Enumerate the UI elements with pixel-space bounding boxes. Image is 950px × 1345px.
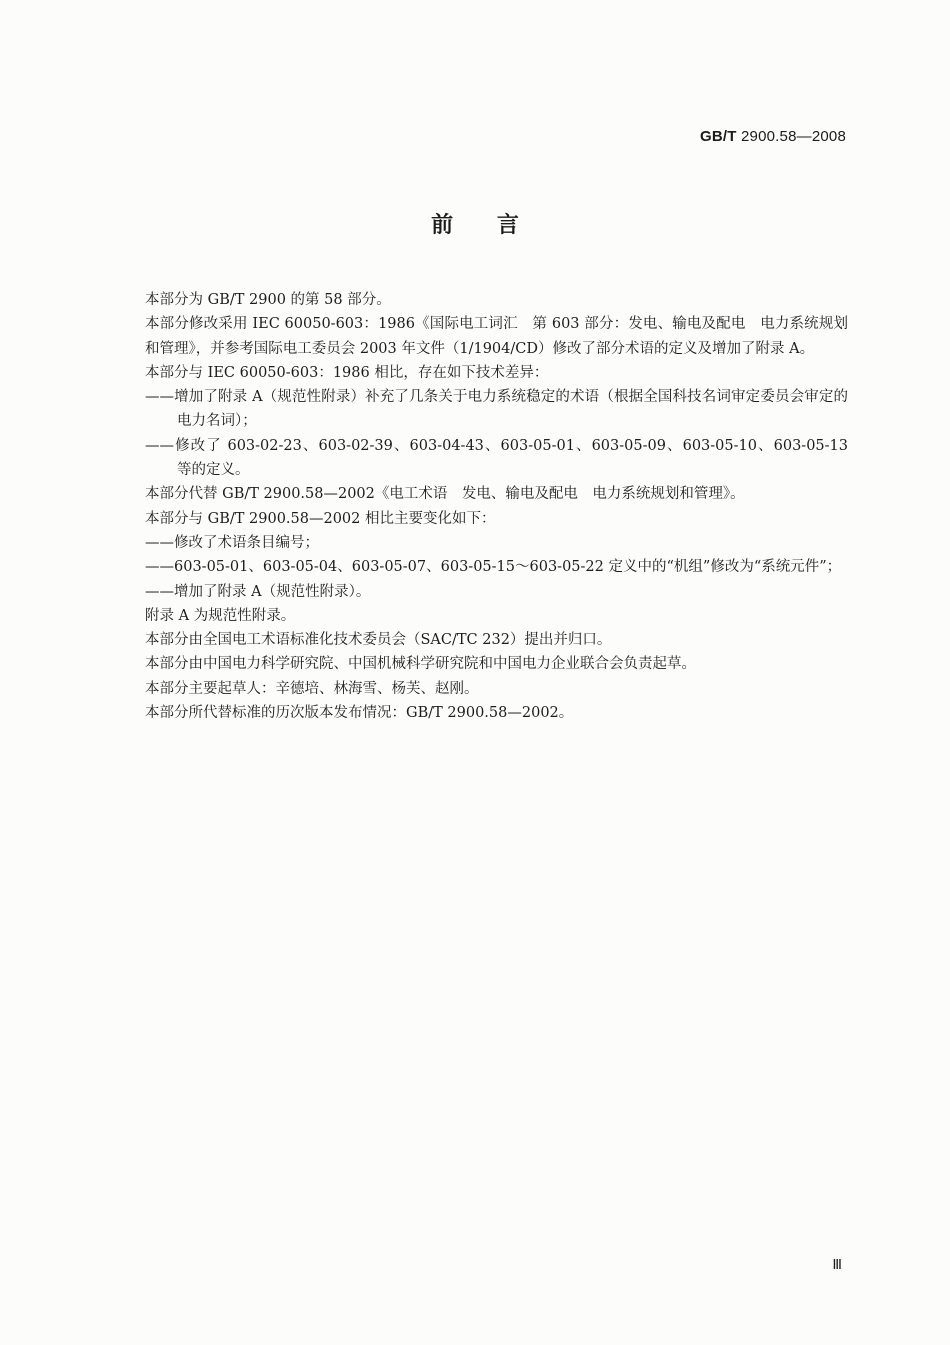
list-item: ——增加了附录 A（规范性附录）。 [145, 583, 371, 600]
title-char-1: 前 [431, 212, 454, 238]
paragraph-replaces: 本部分代替 GB/T 2900.58—2002《电工术语 发电、输电及配电 电力系统规划和管理》。 [145, 486, 745, 503]
page-title [0, 208, 950, 239]
page-number: Ⅲ [832, 1258, 842, 1273]
standard-prefix: GB/T [699, 128, 737, 145]
paragraph-annex: 附录 A 为规范性附录。 [145, 607, 296, 624]
list-item: ——603-05-01、603-05-04、603-05-07、603-05-15～603-05-22 定义中的“机组”修改为“系统元件”； [145, 559, 842, 576]
standard-code [700, 128, 846, 145]
list-item: ——修改了 603-02-23、603-02-39、603-04-43、603-05-01、603-05-09、603-05-10、603-05-13 等的定义。 [145, 437, 848, 479]
list-item: ——修改了术语条目编号； [145, 534, 319, 551]
paragraph-adoption: 本部分修改采用 IEC 60050-603：1986《国际电工词汇 第 603 部分：发电、输电及配电 电力系统规划和管理》，并参考国际电工委员会 2003 年文件（1/1904/CD）修改了部分术语的定义及增加了附录 A。 [145, 316, 848, 357]
paragraph-proposed-by: 本部分由全国电工术语标准化技术委员会（SAC/TC 232）提出并归口。 [145, 632, 612, 649]
paragraph-history: 本部分所代替标准的历次版本发布情况：GB/T 2900.58—2002。 [145, 705, 574, 722]
paragraph-differences: 本部分与 IEC 60050-603：1986 相比，存在如下技术差异： [145, 364, 549, 381]
paragraph-scope: 本部分为 GB/T 2900 的第 58 部分。 [145, 292, 391, 308]
title-char-2: 言 [496, 212, 519, 238]
paragraph-drafters: 本部分主要起草人：辛德培、林海雪、杨芙、赵刚。 [145, 680, 479, 697]
foreword-body [145, 288, 848, 725]
paragraph-drafted-by: 本部分由中国电力科学研究院、中国机械科学研究院和中国电力企业联合会负责起草。 [145, 656, 696, 673]
paragraph-changes: 本部分与 GB/T 2900.58—2002 相比主要变化如下： [145, 510, 496, 527]
standard-number: 2900.58—2008 [741, 128, 846, 145]
list-item: ——增加了附录 A（规范性附录）补充了几条关于电力系统稳定的术语（根据全国科技名词审定委员会审定的电力名词）； [145, 389, 848, 430]
